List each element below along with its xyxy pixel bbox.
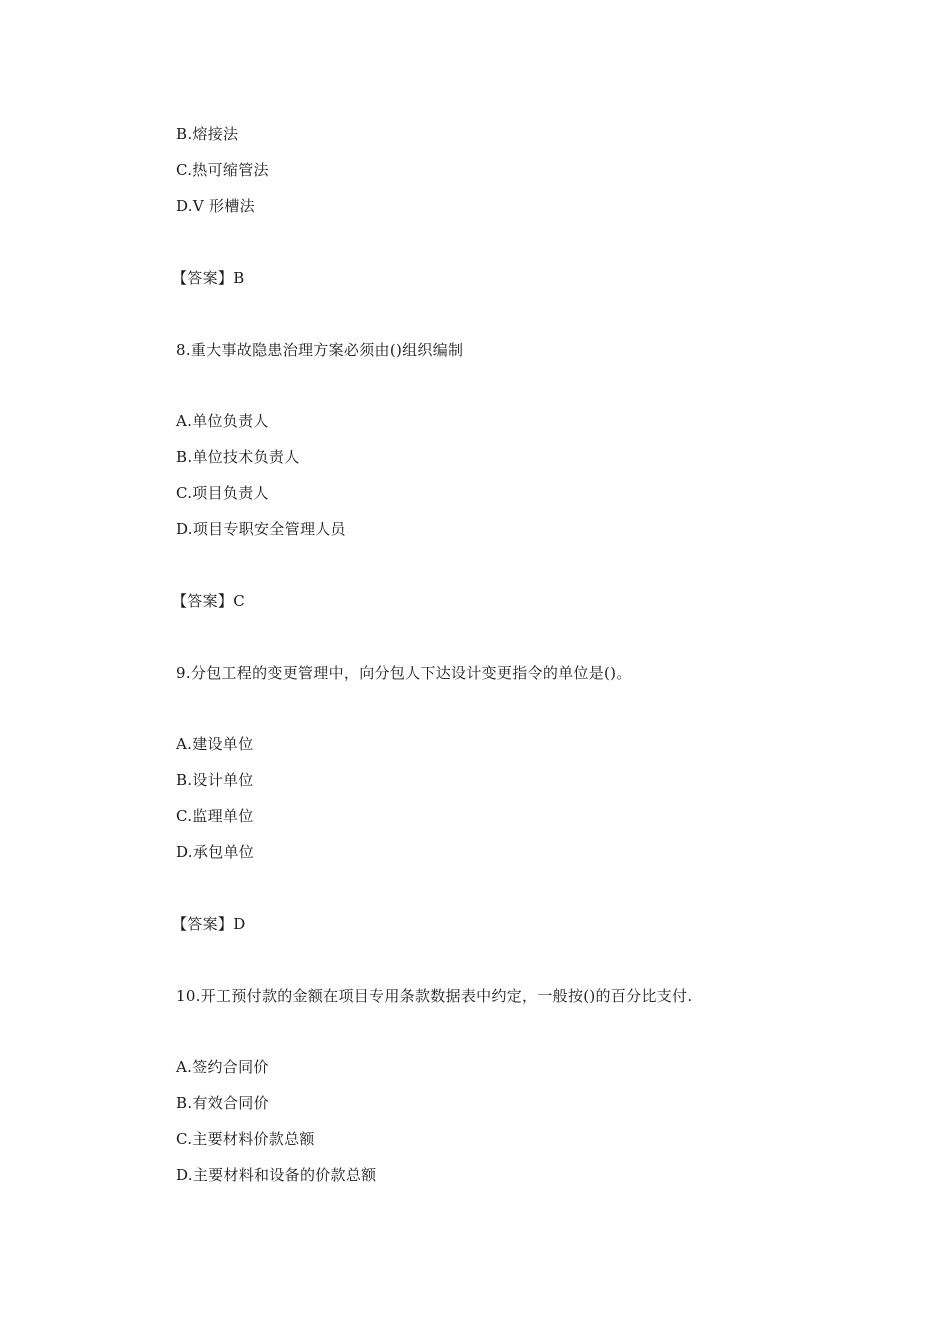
q8-option-d: D.项目专职安全管理人员: [176, 520, 346, 538]
q10-option-c: C.主要材料价款总额: [176, 1130, 315, 1148]
q7-option-b: B.熔接法: [176, 125, 239, 143]
q9-answer: 【答案】D: [172, 915, 246, 933]
q10-option-d: D.主要材料和设备的价款总额: [176, 1166, 377, 1184]
q10-option-a: A.签约合同价: [176, 1058, 269, 1076]
q8-option-a: A.单位负责人: [176, 412, 269, 430]
q9-question: 9.分包工程的变更管理中，向分包人下达设计变更指令的单位是()。: [176, 664, 632, 682]
q10-question: 10.开工预付款的金额在项目专用条款数据表中约定，一般按()的百分比支付.: [176, 987, 693, 1005]
q7-option-d: D.V 形槽法: [176, 197, 255, 215]
q7-answer: 【答案】B: [172, 269, 245, 287]
q9-option-d: D.承包单位: [176, 843, 255, 861]
q8-answer: 【答案】C: [172, 592, 245, 610]
q8-option-b: B.单位技术负责人: [176, 448, 300, 466]
q9-option-c: C.监理单位: [176, 807, 254, 825]
q10-option-b: B.有效合同价: [176, 1094, 269, 1112]
q8-question: 8.重大事故隐患治理方案必须由()组织编制: [176, 341, 464, 359]
q8-option-c: C.项目负责人: [176, 484, 269, 502]
q9-option-a: A.建设单位: [176, 735, 254, 753]
q9-option-b: B.设计单位: [176, 771, 254, 789]
q7-option-c: C.热可缩管法: [176, 161, 269, 179]
